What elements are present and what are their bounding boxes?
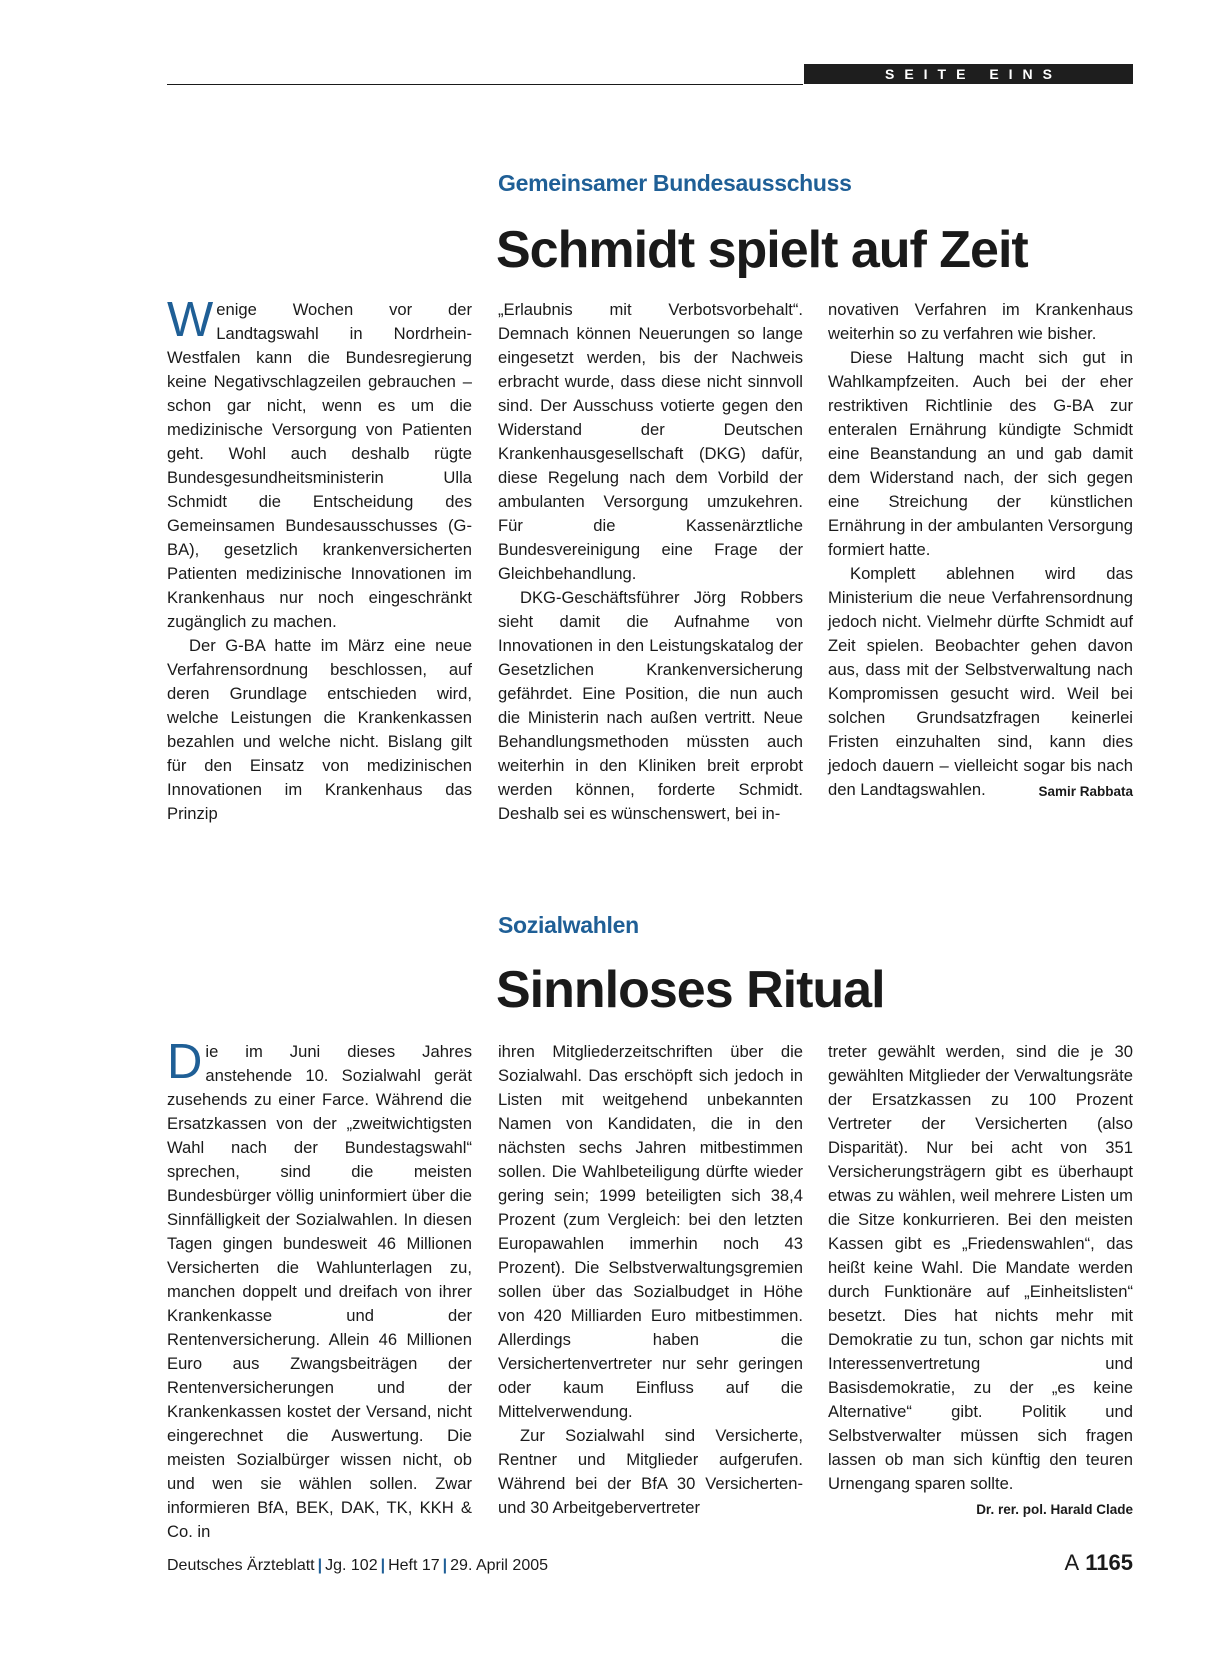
article1-column-1 (167, 293, 472, 826)
article1-col2-paragraph-2: DKG-Geschäftsführer Jörg Robbers sieht damit die Aufnahme von Innovationen in den Leistungskatalog der Gesetzlichen Krankenversicherung gefährdet. Eine Position, die nun auch die Ministerin nach außen vertritt. Neue Behandlungsmethoden müssten auch weiterhin in den Kliniken breit erprobt werden können, forderte Schmidt. Deshalb sei es wünschenswert, bei in- (498, 588, 803, 823)
footer-journal: Deutsches Ärzteblatt (167, 1557, 315, 1574)
article2-dropcap: D (167, 1035, 203, 1089)
section-label: SEITE EINS (804, 64, 1133, 84)
article1-author: Samir Rabbata (1038, 784, 1133, 799)
header-rule (167, 84, 803, 85)
article1-col3-paragraph-2: Diese Haltung macht sich gut in Wahlkampfzeiten. Auch bei der eher restriktiven Richtlinie des G-BA zur enteralen Ernährung kündigte Schmidt eine Beanstandung an und gab damit dem Widerstand nach, der sich gegen eine Streichung der künstlichen Ernährung in der ambulanten Versorgung formiert hatte. (828, 348, 1133, 559)
article1-col2-paragraph-1: „Erlaubnis mit Verbotsvorbehalt“. Demnach können Neuerungen so lange eingesetzt werden, bis der Nachweis erbracht wurde, dass diese nicht sinnvoll sind. Der Ausschuss votierte gegen den Widerstand der Deutschen Krankenhausgesellschaft (DKG) dafür, diese Regelung nach dem Vorbild der ambulanten Versorgung umzukehren. Für die Kassenärztliche Bundesvereinigung eine Frage der Gleichbehandlung. (498, 300, 803, 583)
article1-col3-paragraph-3: Komplett ablehnen wird das Ministerium die neue Verfahrensordnung jedoch nicht. Vielmehr dürfte Schmidt auf Zeit spielen. Beobachter gehen davon aus, dass mit der Selbstverwaltung nach Kompromissen gesucht wird. Weil bei solchen Grundsatzfragen keinerlei Fristen einzuhalten sind, kann dies jedoch dauern – vielleicht sogar bis nach den Landtagswahlen. (828, 564, 1133, 799)
article2-author: Dr. rer. pol. Harald Clade (976, 1502, 1133, 1517)
article1-kicker: Gemeinsamer Bundesausschuss (498, 170, 852, 196)
article1-col3-paragraph-1: novativen Verfahren im Krankenhaus weiterhin so zu verfahren wie bisher. (828, 300, 1133, 343)
article2-headline: Sinnloses Ritual (496, 961, 885, 1019)
article2-column-1 (167, 1035, 472, 1544)
article2-col1-paragraph-1: ie im Juni dieses Jahres anstehende 10. Sozialwahl gerät zusehends zu einer Farce. Während die Ersatzkassen von der „zweitwichtigsten Wahl nach der Bundestagswahl“ sprechen, sind die meisten Bundesbürger völlig uninformiert über die Sinnfälligkeit der Sozialwahlen. In diesen Tagen gingen bundesweit 46 Millionen Versicherten die Wahlunterlagen zu, manchen doppelt und dreifach von ihrer Krankenkasse und der Rentenversicherung. Allein 46 Millionen Euro aus Zwangsbeiträgen der Rentenversicherungen und der Krankenkassen kostet der Versand, nicht eingerechnet die Auswertung. Die meisten Sozialbürger wissen nicht, ob und wen sie wählen sollen. Zwar informieren BfA, BEK, DAK, TK, KKH & Co. in (167, 1042, 472, 1541)
article1-column-2 (498, 298, 803, 826)
footer-citation: Deutsches Ärzteblatt | Jg. 102 | Heft 17 | 29. April 2005 (167, 1557, 549, 1574)
footer-issue: Heft 17 (388, 1557, 440, 1574)
article1-headline: Schmidt spielt auf Zeit (496, 221, 1028, 279)
page-number-block (1040, 1550, 1133, 1576)
article1-dropcap: W (167, 293, 214, 347)
article2-col2-paragraph-1: ihren Mitgliederzeitschriften über die Sozialwahl. Das erschöpft sich jedoch in Listen mit weitgehend unbekannten Namen von Kandidaten, die in den nächsten sechs Jahren mitbestimmen sollen. Die Wahlbeteiligung dürfte wieder gering sein; 1999 beteiligten sich 38,4 Prozent (zum Vergleich: bei den letzten Europawahlen immerhin noch 43 Prozent). Die Selbstverwaltungsgremien sollen über das Sozialbudget in Höhe von 420 Milliarden Euro mitbestimmen. Allerdings haben die Versichertenvertreter nur sehr geringen oder kaum Einfluss auf die Mittelverwendung. (498, 1042, 803, 1421)
article2-col2-paragraph-2: Zur Sozialwahl sind Versicherte, Rentner und Mitglieder aufgerufen. Während bei der BfA 30 Versicherten- und 30 Arbeitgebervertreter (498, 1426, 803, 1517)
article2-column-2 (498, 1040, 803, 1520)
article1-column-3 (828, 298, 1133, 804)
article2-column-3 (828, 1040, 1133, 1522)
article2-kicker: Sozialwahlen (498, 912, 639, 938)
article1-col1-paragraph-2: Der G-BA hatte im März eine neue Verfahrensordnung beschlossen, auf deren Grundlage entschieden wird, welche Leistungen die Krankenkassen bezahlen und welche nicht. Bislang gilt für den Einsatz von medizinischen Innovationen im Krankenhaus das Prinzip (167, 636, 472, 823)
page-prefix: A (1064, 1550, 1080, 1575)
article1-col1-paragraph-1: enige Wochen vor der Landtagswahl in Nordrhein-Westfalen kann die Bundesregierung keine Negativschlagzeilen gebrauchen – schon gar nicht, wenn es um die medizinische Versorgung von Patienten geht. Wohl auch deshalb rügte Bundesgesundheitsministerin Ulla Schmidt die Entscheidung des Gemeinsamen Bundesausschusses (G-BA), gesetzlich krankenversicherten Patienten medizinische Innovationen im Krankenhaus nur noch eingeschränkt zugänglich zu machen. (167, 300, 472, 631)
footer-date: 29. April 2005 (450, 1557, 549, 1574)
page-number: 1165 (1085, 1550, 1133, 1575)
footer-volume: Jg. 102 (325, 1557, 378, 1574)
article2-col3-paragraph-1: treter gewählt werden, sind die je 30 gewählten Mitglieder der Verwaltungsräte der Ersatzkassen zu 100 Prozent Vertreter der Versicherten (also Disparität). Nur bei acht von 351 Versicherungsträgern gibt es überhaupt etwas zu wählen, weil mehrere Listen um die Sitze konkurrieren. Bei den meisten Kassen gibt es „Friedenswahlen“, das heißt keine Wahl. Die Mandate werden durch Funktionäre auf „Einheitslisten“ besetzt. Dies hat nichts mehr mit Demokratie zu tun, schon gar nichts mit Interessenvertretung und Basisdemokratie, zu der „es keine Alternative“ gibt. Politik und Selbstverwalter müssen sich fragen lassen ob man sich künftig den teuren Urnengang sparen sollte. (828, 1042, 1133, 1493)
